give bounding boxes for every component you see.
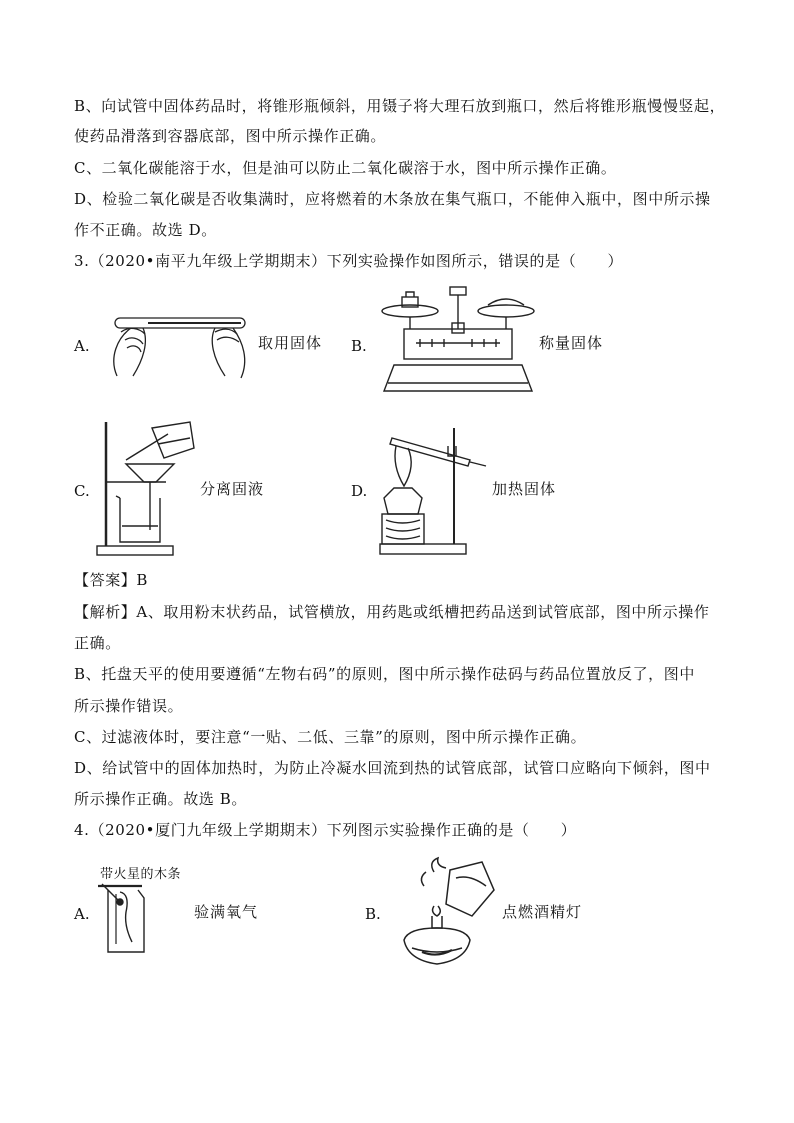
q4-option-a-caption: 验满氧气 — [194, 903, 259, 921]
option-b-caption: 称量固体 — [539, 334, 604, 352]
alcohol-lamp-illustration — [394, 856, 500, 968]
analysis-line: 正确。 — [74, 634, 121, 652]
analysis-line: C、过滤液体时，要注意“一贴、二低、三靠”的原则，图中所示操作正确。 — [74, 728, 587, 746]
option-a-caption: 取用固体 — [258, 334, 323, 352]
text-line: 作不正确。故选 D。 — [74, 221, 217, 239]
option-d-label: D. — [351, 482, 368, 500]
option-a-label: A. — [74, 337, 90, 355]
analysis-line: 【解析】A、取用粉末状药品，试管横放，用药匙或纸槽把药品送到试管底部，图中所示操作 — [74, 603, 710, 621]
test-tube-hands-illustration — [103, 298, 253, 380]
analysis-line: 所示操作错误。 — [74, 697, 184, 715]
filtration-setup-illustration — [96, 418, 198, 558]
figure-label: 带火星的木条 — [100, 867, 182, 882]
q4-option-a-label: A. — [74, 905, 90, 923]
option-b-label: B. — [351, 337, 367, 355]
text-line: D、检验二氧化碳是否收集满时，应将燃着的木条放在集气瓶口，不能伸入瓶中，图中所示操 — [74, 190, 711, 208]
analysis-line: 所示操作正确。故选 B。 — [74, 790, 247, 808]
heating-test-tube-illustration — [378, 418, 490, 558]
question-3-stem: 3.（2020•南平九年级上学期期末）下列实验操作如图所示，错误的是（ ） — [74, 252, 624, 270]
balance-scale-illustration — [380, 283, 536, 395]
option-c-label: C. — [74, 482, 90, 500]
text-line: 使药品滑落到容器底部，图中所示操作正确。 — [74, 127, 387, 145]
answer-line: 【答案】B — [74, 571, 149, 589]
gas-bottle-splint-illustration — [96, 880, 156, 962]
q4-option-b-label: B. — [365, 905, 381, 923]
text-line: B、向试管中固体药品时，将锥形瓶倾斜，用镊子将大理石放到瓶口，然后将锥形瓶慢慢竖起， — [74, 97, 726, 115]
option-d-caption: 加热固体 — [492, 480, 557, 498]
option-c-caption: 分离固液 — [200, 480, 265, 498]
text-line: C、二氧化碳能溶于水，但是油可以防止二氧化碳溶于水，图中所示操作正确。 — [74, 159, 617, 177]
analysis-line: D、给试管中的固体加热时，为防止冷凝水回流到热的试管底部，试管口应略向下倾斜，图中 — [74, 759, 711, 777]
analysis-line: B、托盘天平的使用要遵循“左物右码”的原则，图中所示操作砝码与药品位置放反了，图中 — [74, 665, 695, 683]
question-4-stem: 4.（2020•厦门九年级上学期期末）下列图示实验操作正确的是（ ） — [74, 821, 577, 839]
q4-option-b-caption: 点燃酒精灯 — [502, 903, 583, 921]
